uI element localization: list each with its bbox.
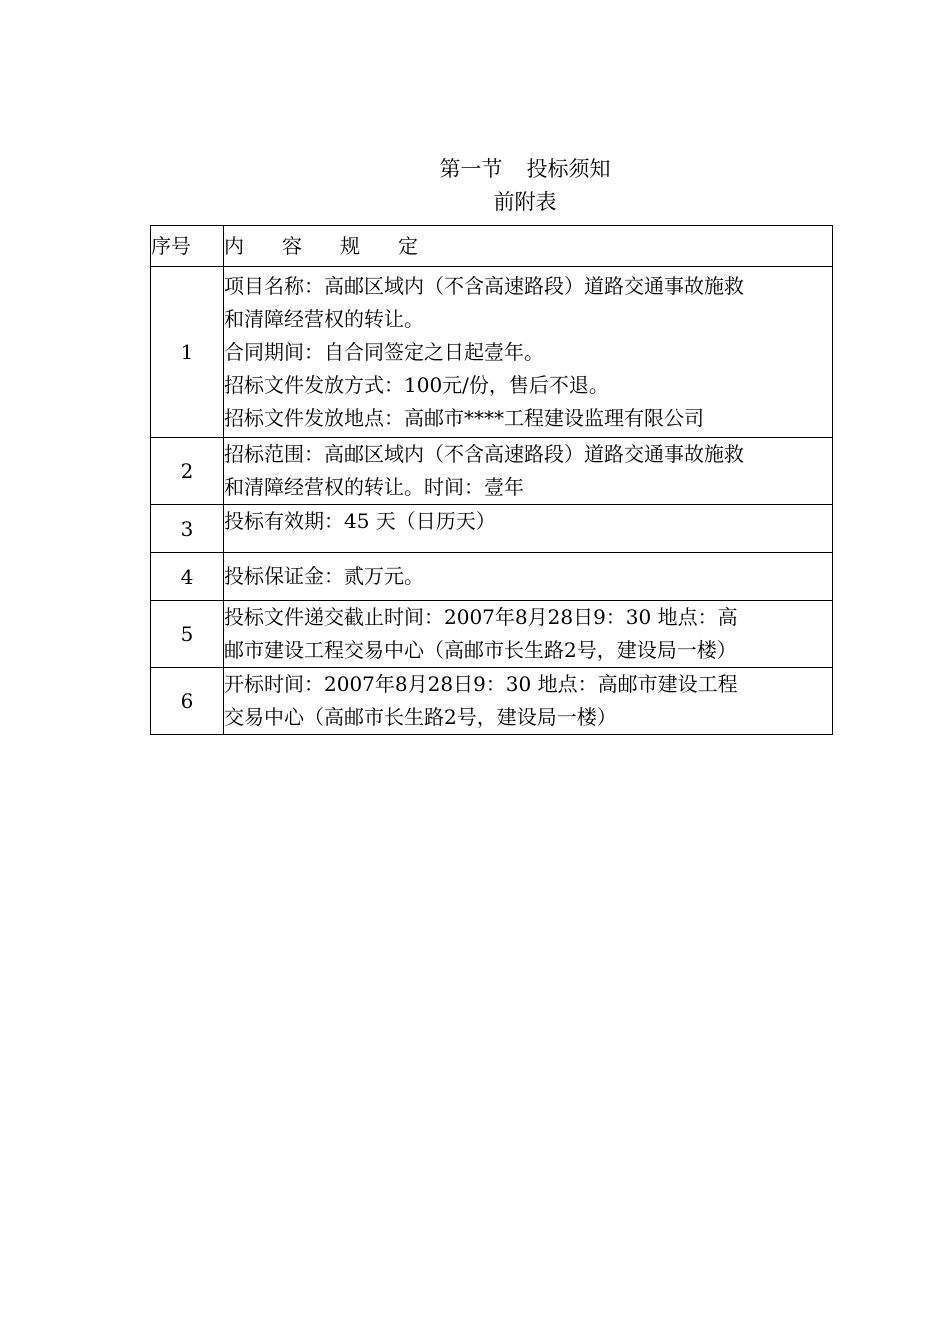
header-content-char: 规	[340, 234, 360, 258]
row-number: 1	[151, 267, 224, 438]
table-row	[151, 267, 833, 438]
row-content	[224, 438, 833, 505]
row-content-line: 和清障经营权的转让。	[224, 306, 424, 331]
row-content-line: 投标文件递交截止时间：2007年8月28日9：30 地点：高	[224, 605, 738, 629]
row-number: 6	[151, 668, 224, 735]
row-content-line: 邮市建设工程交易中心（高邮市长生路2号，建设局一楼）	[224, 638, 737, 662]
row-content-line: 招标范围：高邮区域内（不含高速路段）道路交通事故施救	[224, 442, 744, 466]
header-content	[224, 226, 833, 267]
row-content-line: 投标有效期：45 天（日历天）	[224, 509, 496, 533]
row-content	[224, 267, 833, 438]
row-content-line: 开标时间：2007年8月28日9：30 地点：高邮市建设工程	[224, 672, 738, 696]
table-row	[151, 505, 833, 553]
row-content-line: 项目名称：高邮区域内（不含高速路段）道路交通事故施救	[224, 273, 744, 298]
header-content-char: 定	[398, 234, 418, 258]
row-content-line: 合同期间：自合同签定之日起壹年。	[224, 339, 544, 364]
row-content-line: 和清障经营权的转让。时间：壹年	[224, 475, 524, 499]
row-content	[224, 553, 833, 601]
table-row	[151, 601, 833, 668]
table-row	[151, 438, 833, 505]
section-title	[0, 154, 950, 184]
row-content	[224, 505, 833, 553]
row-content-line: 交易中心（高邮市长生路2号，建设局一楼）	[224, 705, 617, 729]
section-title-text: 投标须知	[526, 157, 611, 181]
header-number: 序号	[151, 226, 224, 267]
table-row	[151, 553, 833, 601]
row-content	[224, 668, 833, 735]
row-content	[224, 601, 833, 668]
table-header-row	[151, 226, 833, 267]
row-number: 3	[151, 505, 224, 553]
row-number: 4	[151, 553, 224, 601]
section-title-number: 第一节	[439, 157, 503, 181]
header-content-char: 容	[282, 234, 302, 258]
table-title: 前附表	[493, 190, 557, 214]
row-content-line: 投标保证金：贰万元。	[224, 564, 424, 588]
row-content-line: 招标文件发放方式：100元/份，售后不退。	[224, 372, 609, 397]
row-number: 2	[151, 438, 224, 505]
table-row	[151, 668, 833, 735]
row-number: 5	[151, 601, 224, 668]
header-content-char: 内	[224, 234, 244, 258]
front-attached-table	[150, 225, 833, 735]
row-content-line: 招标文件发放地点：高邮市****工程建设监理有限公司	[224, 405, 704, 430]
